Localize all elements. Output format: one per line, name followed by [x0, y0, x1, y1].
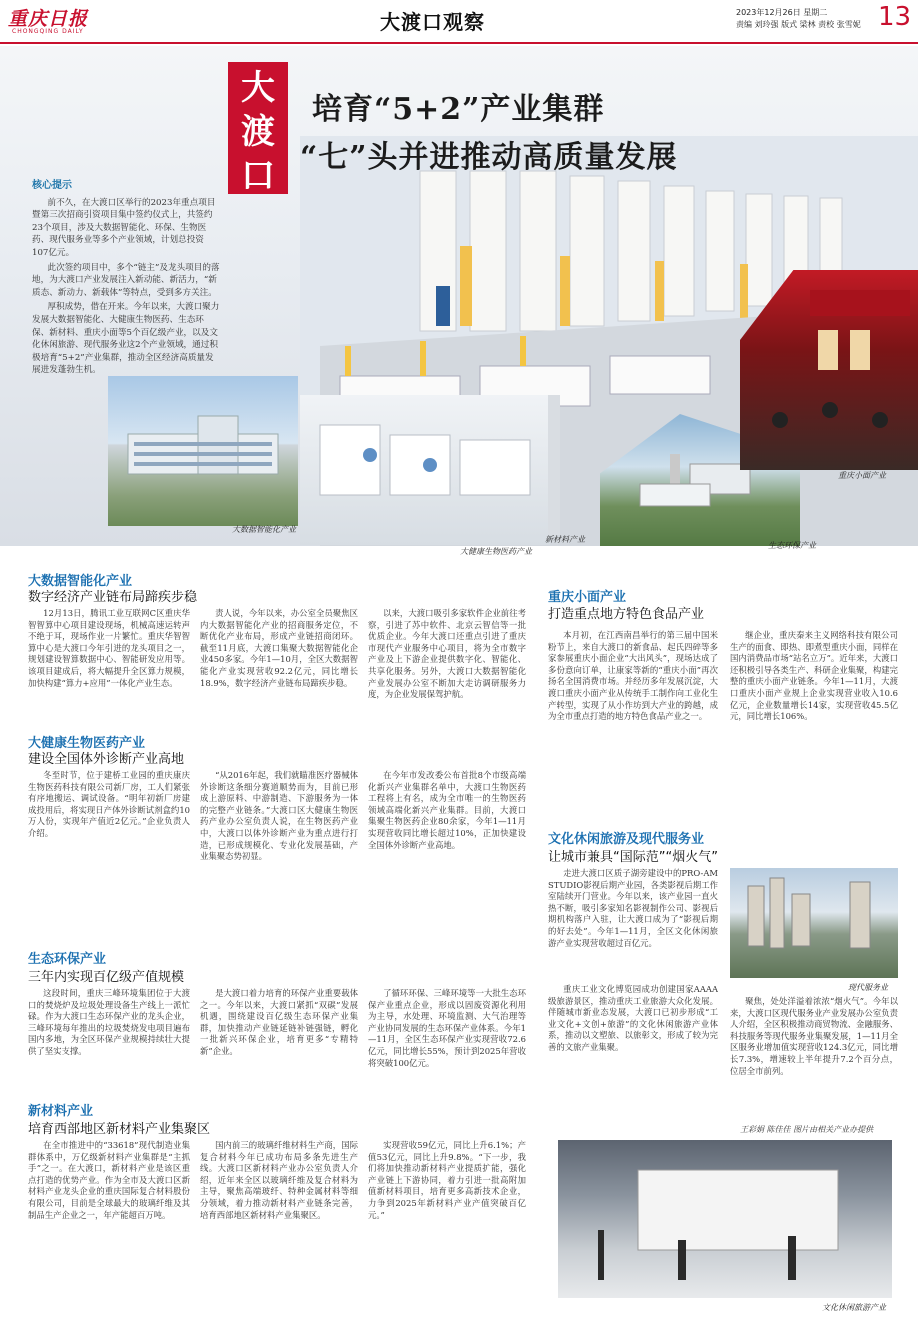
- article-column: “从2016年起，我们就瞄准医疗器械体外诊断这条细分赛道顺势而为，目前已形成上游原料、中游制造、下游服务为一体的完整产业链条。”大渡口区大健康生物医药产业办公室负责人说，在生物医药产业中，大渡口以体外诊断产业为重点进行打造，已形成规模化、专业化发展基础，产业集聚态势初显。: [200, 770, 358, 862]
- section-heading-noodle: 重庆小面产业: [548, 590, 627, 605]
- article-column: 实现营收59亿元，同比上升6.1%；产值53亿元，同比上升9.8%。“下一步，我们将加快推动新材料产业提质扩能，强化产业链上下游协同，着力引进一批高附加值新材料项目，培育更多高新技术企业，力争到2025年新材料产业产值突破百亿元。”: [368, 1140, 526, 1220]
- keypoint-paragraph: 前不久，在大渡口区举行的2023年重点项目暨第三次招商引资项目集中签约仪式上，共签约23个项目，涉及大数据智能化、环保、生物医药、现代服务业等多个产业领域，计划总投资107亿元。: [32, 197, 216, 258]
- issue-date: 2023年12月26日 星期二: [736, 8, 828, 17]
- section-subheading-bigdata: 数字经济产业链布局蹄疾步稳: [28, 590, 198, 605]
- issue-editors: 责编 刘玲强 版式 梁林 责校 张雪妮: [736, 20, 861, 29]
- section-subheading-material: 培育西部地区新材料产业集聚区: [28, 1122, 211, 1137]
- caption-noodle: 重庆小面产业: [838, 471, 886, 480]
- article-column: 12月13日，腾讯工业互联网C区重庆华智智算中心项目建设现场，机械高速运转声不绝于耳，现场作业一片繁忙。重庆华智智算中心是大渡口今年引进的龙头项目之一，规划建设智算数据中心、智能研发应用等。该项目建成后，将大幅提升全区算力规模，加快构建“算力+应用”一体化产业生态。: [28, 608, 190, 688]
- headline-line1: 培育“5+2”产业集群: [312, 92, 605, 127]
- newspaper-logo-en: CHONGQING DAILY: [12, 28, 84, 35]
- keypoint-paragraph: 厚积成势，借在开来。今年以来，大渡口聚力发展大数据智能化、大健康生物医药、生态环保、新材料、重庆小面等5个百亿级产业，以及文化休闲旅游、现代服务业这2个产业领域，通过积极培育“5+2”产业集群，推动全区经济高质量发展进发蓬勃生机。: [32, 302, 220, 376]
- section-subheading-biomed: 建设全国体外诊断产业高地: [28, 752, 185, 767]
- photo-city-service: [730, 868, 898, 978]
- article-column: 国内前三的玻璃纤维材料生产商，国际复合材料今年已成功布局多条先进生产线。大渡口区新材料产业办公室负责人介绍，近年来全区以玻璃纤维及复合材料为主导，聚焦高端玻纤、特种金属材料等细分领域，着力推动新材料产业链条完善，培育西部地区新材料产业集聚区。: [200, 1140, 358, 1220]
- photo-culture-studio: [558, 1140, 892, 1298]
- section-subheading-env: 三年内实现百亿级产值规模: [28, 970, 185, 985]
- caption-material: 新材料产业: [545, 535, 585, 544]
- caption-service: 现代服务业: [848, 983, 888, 992]
- byline: 王彩娟 陈佳佳 图片由相关产业办提供: [740, 1125, 874, 1134]
- photo-bigdata-campus: [108, 376, 298, 526]
- article-column: 责人说，今年以来，办公室全员聚焦区内大数据智能化产业的招商服务定位，不断优化产业布局，形成产业链招商闭环。截至11月底，大渡口集聚大数据智能化企业450多家。今年1—10月，全区大数据智能化产业实现营收92.2亿元，同比增长18.9%，数字经济产业链布局蹄疾步稳。: [200, 608, 358, 688]
- article-column: 了循环环保、三峰环境等一大批生态环保产业重点企业，形成以固废资源化利用为主导，水处理、环境监测、大气治理等产业协同发展的生态环保产业体系。今年1—11月，全区生态环保产业实现营收72.6亿元，同比增长55%，预计到2025年营收将突破100亿元。: [368, 988, 526, 1068]
- worker-figure: [436, 286, 450, 326]
- article-column: 重庆工业文化博览园成功创建国家AAAA级旅游景区，推动重庆工业旅游大众化发展。伴随城市新业态发展，大渡口已初步形成“工业文化+文创+旅游”的文化休闲旅游产业体系，推动以文塑旅、以旅彰文，形成了较为完善的文旅产业集聚。: [548, 984, 718, 1052]
- section-heading-culture: 文化休闲旅游及现代服务业: [548, 832, 705, 847]
- caption-biomed: 大健康生物医药产业: [460, 547, 532, 556]
- article-column: 走进大渡口区质子湖旁建设中的PRO-AM STUDIO影视后期产业园，各类影视后期工作室陆续开门营业。今年以来，该产业园一直火热不断，吸引多家知名影视制作公司、影视后期机构落户入驻，让大渡口成为了“影视后期的好去处”。今年1—11月，全区文化休闲旅游产业实现营收超过百亿元。: [548, 868, 718, 948]
- section-title: 大渡口观察: [380, 10, 485, 34]
- section-heading-biomed: 大健康生物医药产业: [28, 736, 146, 751]
- page-number: 13: [878, 2, 912, 32]
- section-heading-material: 新材料产业: [28, 1104, 94, 1119]
- article-column: 冬至时节，位于建桥工业园的重庆康庆生物医药科技有限公司新厂房，工人们紧张有序地搬运、调试设备。“明年初新厂房建成投用后，将实现日产体外诊断试剂盒约10万人份，实现年产值近2亿元。”企业负责人介绍。: [28, 770, 190, 838]
- article-column: 这段时间，重庆三峰环境集团位于大渡口的焚烧炉及垃圾处理设备生产线上一派忙碌。作为大渡口生态环保产业的龙头企业，三峰环境每年推出的垃圾焚烧发电项目遍布国内多地，为全区环保产业规模持续壮大提供了坚实支撑。: [28, 988, 190, 1056]
- caption-bigdata: 大数据智能化产业: [232, 525, 296, 534]
- title-badge: 大 渡 口: [228, 62, 288, 194]
- keypoint-box: [32, 180, 220, 379]
- caption-culture: 文化休闲旅游产业: [822, 1303, 886, 1312]
- headline-line2: “七”头并进推动高质量发展: [300, 140, 678, 175]
- article-column: 以来，大渡口吸引多家软件企业前往考察，引进了苏中软件、北京云智信等一批优质企业。今年大渡口还重点引进了重庆市现代产业服务中心项目，将为全市数字产业及上下游企业提供数字化、智能化、共享化服务。另外，大渡口大数据智能化产业发展办公室不断加大走访调研服务力度，为企业发展保驾护航。: [368, 608, 526, 700]
- section-heading-bigdata: 大数据智能化产业: [28, 574, 133, 589]
- photo-material-strip: [548, 395, 560, 535]
- article-column: 聚焦，处处洋溢着浓浓“烟火气”。今年以来，大渡口区现代服务业产业发展办公室负责人介绍，全区积极推动商贸物流、金融服务、科技服务等现代服务业集聚发展，1—11月全区服务业增加值实现营收124.3亿元，同比增长7.3%，增速较上半年提升7.2个百分点，位居全市前列。: [730, 996, 898, 1076]
- section-subheading-culture: 让城市兼具“国际范”“烟火气”: [548, 850, 718, 865]
- article-column: 在全市推进中的“33618”现代制造业集群体系中，万亿级新材料产业集群是“主抓手”之一。在大渡口，新材料产业是该区重点打造的优势产业。作为全市及大渡口区新材料产业龙头企业的重庆国际复合材料股份有限公司，目前是全球最大的玻璃纤维及其制品生产企业之一，年产能超百万吨。: [28, 1140, 190, 1220]
- section-heading-env: 生态环保产业: [28, 952, 107, 967]
- photo-biomed-lab: [300, 395, 550, 545]
- article-column: 本月初，在江西南昌举行的第三届中国米粉节上，来自大渡口的新食品、起氏四碎等多家参展重庆小面企业“大出风头”，现场达成了多份意向订单，让康家等新的“重庆小面”再次扬名全国消费市场。并经历多年发展沉淀，大渡口重庆小面产业从传统手工制作向工业化生产转型，实现了从小作坊到大产业的跨越，成为全市重点打造的地方特色食品产业之一。: [548, 630, 718, 722]
- keypoint-title: 核心提示: [32, 180, 72, 191]
- caption-env: 生态环保产业: [768, 541, 816, 550]
- keypoint-paragraph: 此次签约项目中，多个“链主”及龙头项目的落地，为大渡口产业发展注入新动能、新活力，“新质态、新动力、新载体”等特点，受到多方关注。: [32, 262, 220, 298]
- article-column: 在今年市发改委公布首批8个市级高端化新兴产业集群名单中，大渡口生物医药工程将上有名，成为全市唯一的生物医药领域高端化新兴产业集群。目前，大渡口集聚生物医药企业80余家，今年1—11月实现营收同比增长超过10%，正加快建设全国体外诊断产业高地。: [368, 770, 526, 850]
- issue-meta: [736, 7, 861, 31]
- article-column: 继企业，重庆秦来主义网络科技有限公司生产的面食、即热、即煮型重庆小面，同样在国内消费品市场“站名立万”。近年来，大渡口还积极引导各类生产、科研企业集聚，构建完整的重庆小面产业链条。今年1—11月，大渡口重庆小面产业规上企业实现营业收入10.6亿元，企业数量增长14家，实现营收45.5亿元，同比增长106%。: [730, 630, 898, 722]
- article-column: 是大渡口着力培育的环保产业重要载体之一。今年以来，大渡口紧抓“双碳”发展机遇，围绕建设百亿级生态环保产业集群，加快推动产业链延链补链强链，孵化一批新兴环保企业，培育更多“专精特新”企业。: [200, 988, 358, 1056]
- section-subheading-noodle: 打造重点地方特色食品产业: [548, 607, 705, 622]
- newspaper-logo: 重庆日报: [8, 8, 89, 30]
